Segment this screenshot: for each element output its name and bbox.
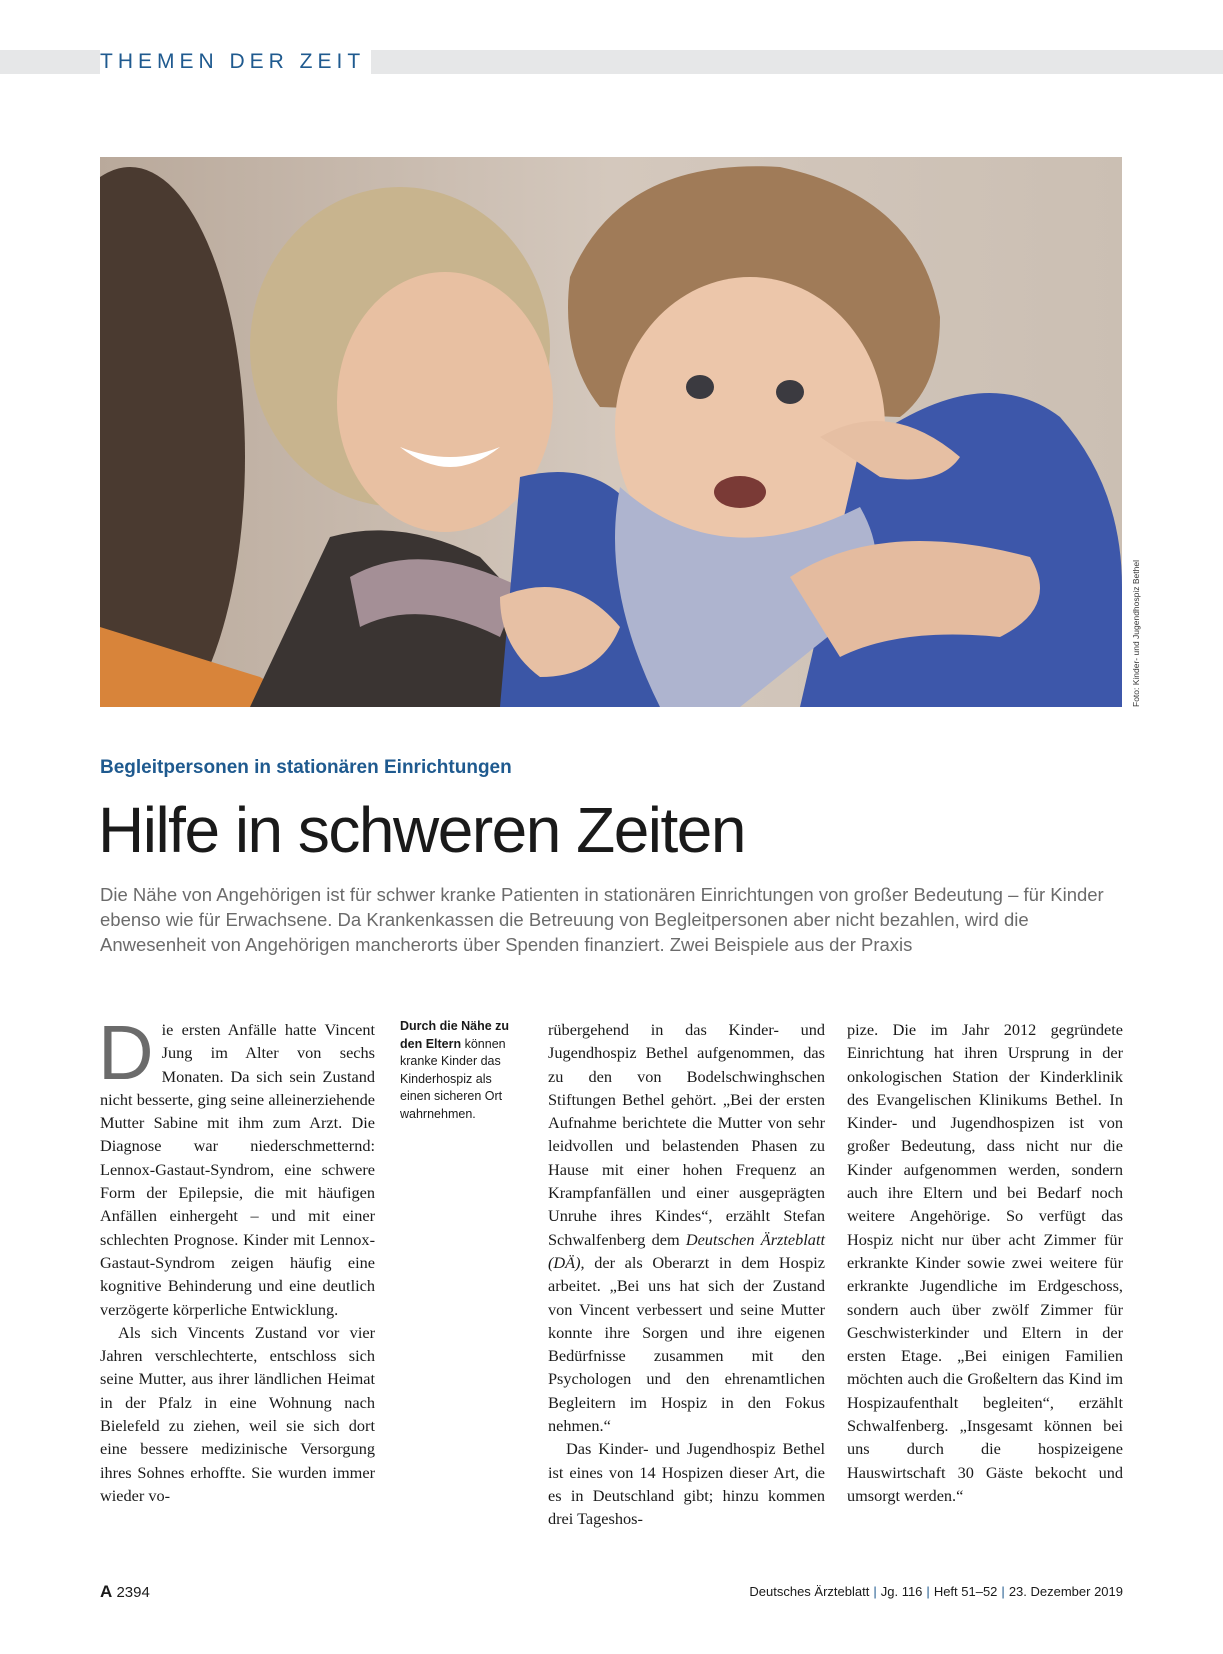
body-text: ie ersten Anfälle hatte Vincent Jung im Alter von sechs Monaten. Da sich sein Zustand nicht besserte, ging seine alleinerziehende Mutter Sabine mit ihm zum Arzt. Die Diagnose war niederschmetternd: Lennox-Gastaut-Syndrom, eine schwere Form der Epilepsie, die mit häufigen Anfällen einhergeht – und mit einer schlechten Prognose. Kinder mit Lennox-Gastaut-Syndrom zeigen häufig eine kognitive Behinderung und eine deutlich verzögerte körperliche Entwicklung. — [100, 1020, 375, 1319]
footer-citation — [749, 1584, 1123, 1599]
photo-caption — [400, 1018, 520, 1123]
footer-volume: Jg. 116 — [880, 1584, 923, 1599]
footer-separator: | — [926, 1584, 930, 1599]
page-prefix: A — [100, 1582, 113, 1601]
body-paragraph: pize. Die im Jahr 2012 gegründete Einrichtung hat ihren Ursprung in der onkologischen Station der Kinderklinik des Evangelischen Klinikums Bethel. In Kinder- und Jugendhospizen ist von großer Bedeutung, dass nicht nur die Kinder aufgenommen werden, sondern auch ihre Eltern und bei Bedarf noch weitere Angehörige. So verfügt das Hospiz nicht nur über acht Zimmer für erkrankte Kinder sowie zwei weitere für erkrankte Jugendliche im Erdgeschoss, sondern auch über zwölf Zimmer für Geschwisterkinder und Eltern in der ersten Etage. „Bei einigen Familien möchten auch die Großeltern das Kind im Hospizaufenthalt begleiten“, erzählt Schwalfenberg. „Insgesamt können bei uns durch die hospizeigene Hauswirtschaft 30 Gäste bekocht und umsorgt werden.“ — [847, 1020, 1123, 1505]
body-text: rübergehend in das Kinder- und Jugendhospiz Bethel aufgenommen, das zu den von Bodelschwinghschen Stiftungen Bethel gehört. „Bei der ersten Aufnahme berichtete die Mutter von sehr leidvollen und belastenden Phasen zu Hause mit einer hohen Frequenz an Krampfanfällen und einer ausgeprägten Unruhe ihres Kindes“, erzählt Stefan Schwalfenberg dem — [548, 1020, 825, 1249]
body-paragraph: Als sich Vincents Zustand vor vier Jahren verschlechterte, entschloss sich seine Mutter, aus ihrer ländlichen Heimat in der Pfalz in eine Wohnung nach Bielefeld zu ziehen, weil sie sich dort eine bessere medizinische Versorgung ihres Sohnes erhoffte. Sie wurden immer wieder vo- — [100, 1322, 375, 1505]
section-label: THEMEN DER ZEIT — [100, 50, 371, 74]
article-headline: Hilfe in schweren Zeiten — [98, 794, 745, 866]
photo-credit: Foto: Kinder- und Jugendhospiz Bethel — [1131, 560, 1141, 707]
footer-separator: | — [873, 1584, 877, 1599]
body-text: , der als Oberarzt in dem Hospiz arbeitet. „Bei uns hat sich der Zustand von Vincent verbessert und seine Mutter konnte ihre Sorgen und ihre eigenen Bedürfnisse zusammen mit den Psychologen und den ehrenamtlichen Begleitern im Hospiz in den Fokus nehmen.“ — [548, 1252, 825, 1436]
article-lead: Die Nähe von Angehörigen ist für schwer kranke Patienten in stationären Einrichtungen von großer Bedeutung – für Kinder ebenso wie für Erwachsene. Da Krankenkassen die Betreuung von Begleitpersonen aber nicht bezahlen, wird die Anwesenheit von Angehörigen mancherorts über Spenden finanziert. Zwei Beispiele aus der Praxis — [100, 884, 1104, 955]
body-paragraph: Das Kinder- und Jugendhospiz Bethel ist eines von 14 Hospizen dieser Art, die es in Deutschland gibt; hinzu kommen drei Tageshos- — [548, 1439, 825, 1529]
body-column-3 — [548, 1018, 825, 1531]
body-column-4 — [847, 1018, 1123, 1507]
body-paragraph — [98, 1010, 375, 1321]
article-photo — [100, 157, 1122, 707]
page-number-value: 2394 — [116, 1584, 150, 1601]
page-number — [100, 1582, 150, 1602]
article-kicker: Begleitpersonen in stationären Einrichtungen — [100, 757, 512, 778]
photo-illustration — [100, 157, 1122, 707]
footer-journal: Deutsches Ärzteblatt — [749, 1584, 870, 1599]
footer-date: 23. Dezember 2019 — [1008, 1584, 1123, 1599]
body-column-1 — [98, 1010, 375, 1507]
footer-separator: | — [1001, 1584, 1005, 1599]
caption-text: können kranke Kinder das Kinderhospiz als einen sicheren Ort wahrnehmen. — [400, 1036, 506, 1121]
journal-name-italic: Deutschen Ärzteblatt (DÄ) — [548, 1229, 825, 1272]
footer-issue: Heft 51–52 — [933, 1584, 998, 1599]
caption-bold: Durch die Nähe zu den Eltern — [400, 1019, 510, 1051]
body-paragraph — [548, 1018, 825, 1437]
drop-cap: D — [98, 1010, 154, 1096]
